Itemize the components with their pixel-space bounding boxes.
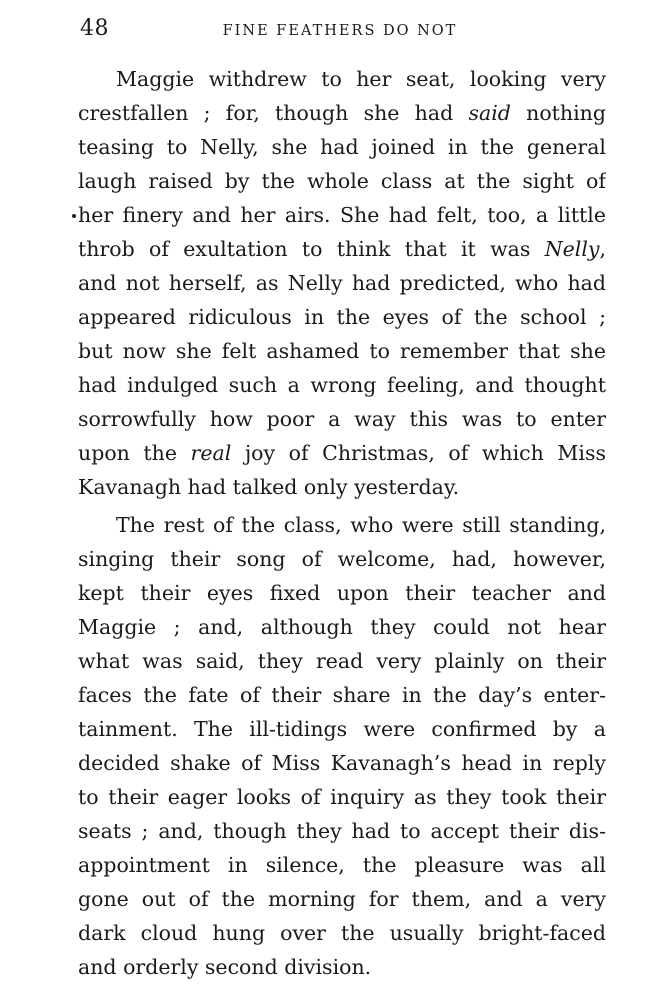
text-segment: gone out of the morning for them, and a very [78,887,606,911]
text-segment: upon the [78,441,191,465]
italic-word: real [190,441,232,465]
text-line [78,678,606,712]
text-line [78,266,606,300]
body-text [78,62,606,984]
running-title: FINE FEATHERS DO NOT [222,23,458,39]
text-segment: joy of Christmas, of which Miss [231,441,606,465]
paragraph [78,62,606,504]
text-segment: but now she felt ashamed to remember that she [78,339,606,363]
text-segment: Maggie ; and, although they could not hear [78,615,606,639]
text-segment: , [599,237,606,261]
text-line [78,198,606,232]
text-line [78,96,606,130]
text-segment: and not herself, as Nelly had predicted, who had [78,271,606,295]
text-segment: decided shake of Miss Kavanagh’s head in reply [78,751,606,775]
text-line [78,814,606,848]
text-line [78,130,606,164]
text-line [78,436,606,470]
text-segment: faces the fate of their share in the day’s enter- [78,683,606,707]
text-line [78,300,606,334]
text-segment: kept their eyes fixed upon their teacher and [78,581,606,605]
page-number: 48 [80,16,109,41]
text-line [78,334,606,368]
text-line [78,610,606,644]
text-segment: what was said, they read very plainly on their [78,649,606,673]
text-line [78,746,606,780]
text-segment: Kavanagh had talked only yesterday. [78,475,460,499]
text-line [78,232,606,266]
text-segment: crestfallen ; for, though she had [78,101,469,125]
text-segment: appeared ridiculous in the eyes of the school ; [78,305,606,329]
text-line [78,644,606,678]
text-segment: dark cloud hung over the usually bright-faced [78,921,606,945]
margin-ink-dot [72,214,76,218]
text-segment: Maggie withdrew to her seat, looking very [116,67,606,91]
text-segment: appointment in silence, the pleasure was all [78,853,606,877]
text-segment: sorrowfully how poor a way this was to enter [78,407,606,431]
text-segment: seats ; and, though they had to accept their dis- [78,819,606,843]
paragraph [78,508,606,984]
text-line [78,62,606,96]
text-line [78,848,606,882]
text-line [78,950,606,984]
text-segment: nothing [510,101,606,125]
text-segment: her finery and her airs. She had felt, too, a little [78,203,606,227]
text-segment: singing their song of welcome, had, however, [78,547,606,571]
text-segment: had indulged such a wrong feeling, and thought [78,373,606,397]
text-segment: to their eager looks of inquiry as they took their [78,785,606,809]
text-line [78,470,606,504]
text-segment: laugh raised by the whole class at the sight of [78,169,606,193]
text-line [78,542,606,576]
text-line [78,164,606,198]
text-line [78,576,606,610]
text-segment: The rest of the class, who were still standing, [116,513,606,537]
text-line [78,508,606,542]
text-line [78,882,606,916]
italic-word: Nelly [544,237,600,261]
text-segment: throb of exultation to think that it was [78,237,545,261]
italic-word: said [468,101,511,125]
text-segment: teasing to Nelly, she had joined in the general [78,135,606,159]
text-line [78,712,606,746]
text-line [78,368,606,402]
text-segment: and orderly second division. [78,955,372,979]
text-segment: tainment. The ill-tidings were confirmed by a [78,717,606,741]
text-line [78,916,606,950]
text-line [78,780,606,814]
text-line [78,402,606,436]
